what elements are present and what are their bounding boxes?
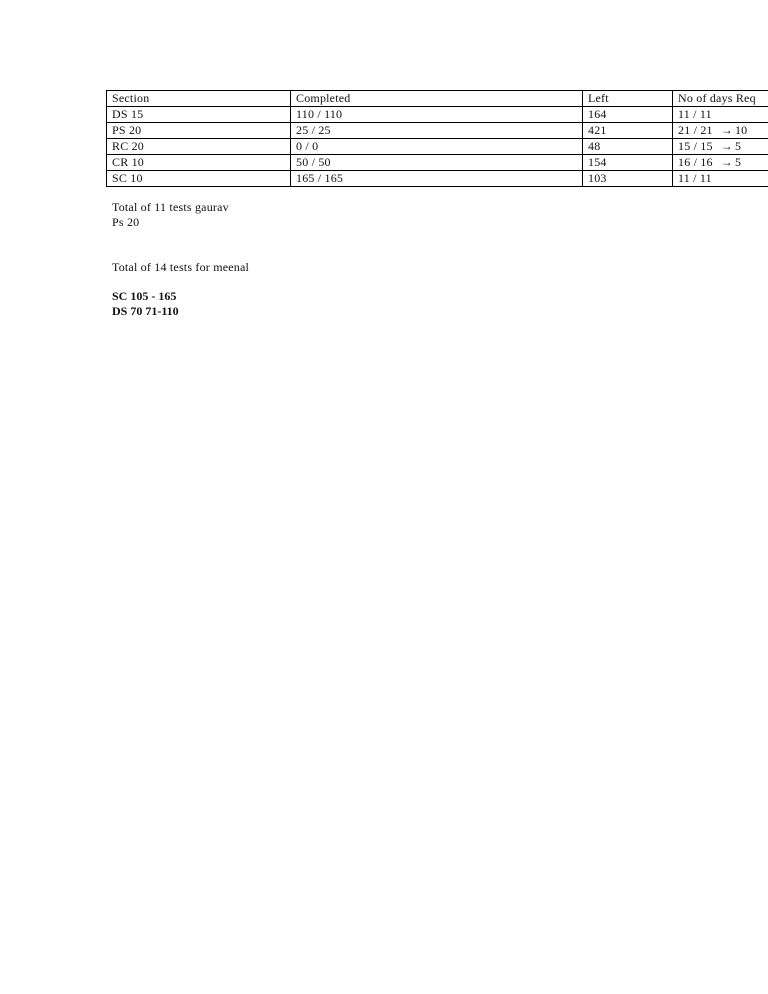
arrow-right-icon: → — [720, 123, 733, 137]
note-ps: Ps 20 — [112, 215, 140, 229]
note-sc-range: SC 105 - 165 — [112, 289, 177, 303]
notes-block — [112, 200, 249, 319]
days-value: 16 / 16 — [678, 155, 713, 169]
cell-left: 421 — [583, 123, 673, 139]
cell-completed: 110 / 110 — [291, 107, 583, 123]
cell-left: 48 — [583, 139, 673, 155]
cell-days — [673, 123, 768, 139]
cell-section: RC 20 — [107, 139, 291, 155]
days-value: 11 / 11 — [678, 171, 712, 185]
table-row — [107, 155, 768, 171]
cell-section: PS 20 — [107, 123, 291, 139]
cell-completed: 50 / 50 — [291, 155, 583, 171]
days-extra: 10 — [734, 123, 748, 137]
cell-days — [673, 155, 768, 171]
cell-section: CR 10 — [107, 155, 291, 171]
cell-left: 154 — [583, 155, 673, 171]
days-extra: 5 — [734, 139, 742, 153]
header-section: Section — [107, 91, 291, 107]
days-value: 21 / 21 — [678, 123, 713, 137]
table-row — [107, 107, 768, 123]
table-header-row — [107, 91, 768, 107]
arrow-right-icon: → — [720, 155, 733, 169]
cell-completed: 165 / 165 — [291, 171, 583, 187]
cell-completed: 0 / 0 — [291, 139, 583, 155]
cell-completed: 25 / 25 — [291, 123, 583, 139]
header-days-required: No of days Req — [673, 91, 768, 107]
cell-left: 103 — [583, 171, 673, 187]
cell-left: 164 — [583, 107, 673, 123]
days-value: 15 / 15 — [678, 139, 713, 153]
cell-section: DS 15 — [107, 107, 291, 123]
arrow-right-icon: → — [720, 139, 733, 153]
spacer — [112, 230, 249, 260]
cell-days — [673, 107, 768, 123]
spacer — [112, 275, 249, 289]
cell-section: SC 10 — [107, 171, 291, 187]
header-left: Left — [583, 91, 673, 107]
cell-days — [673, 139, 768, 155]
header-completed: Completed — [291, 91, 583, 107]
cell-days — [673, 171, 768, 187]
days-extra: 5 — [734, 155, 742, 169]
table-row — [107, 139, 768, 155]
table-row — [107, 123, 768, 139]
days-value: 11 / 11 — [678, 107, 712, 121]
note-ds-range: DS 70 71-110 — [112, 304, 179, 318]
table-row — [107, 171, 768, 187]
note-meenal-total: Total of 14 tests for meenal — [112, 260, 250, 274]
note-gaurav-total: Total of 11 tests gaurav — [112, 200, 229, 214]
progress-table — [106, 90, 768, 187]
